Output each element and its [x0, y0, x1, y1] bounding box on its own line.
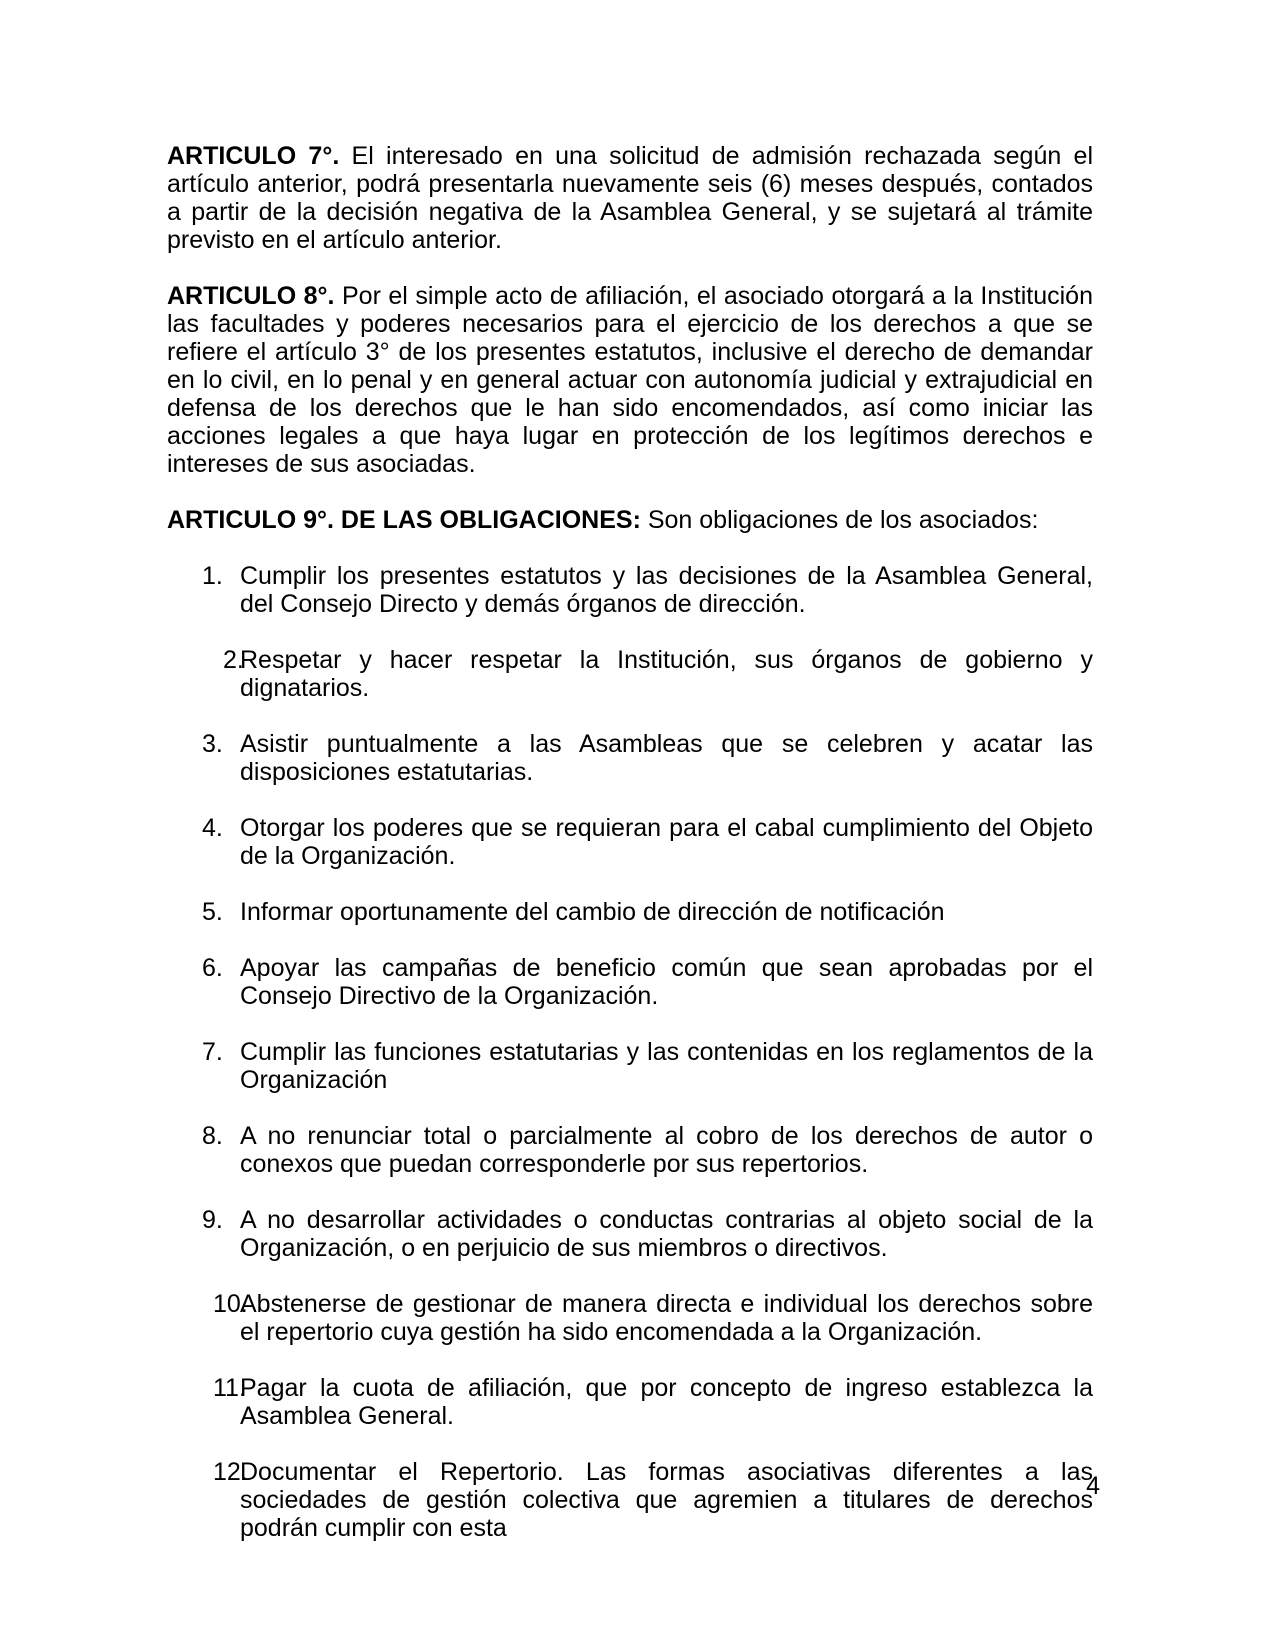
- list-item-3: [167, 730, 1093, 786]
- article-7-text: El interesado en una solicitud de admisión rechazada según el artículo anterior, podrá presentarla nuevamente seis (6) meses después, contados a partir de la decisión negativa de la Asamblea General, y se sujetará al trámite previsto en el artículo anterior.: [167, 142, 1093, 254]
- list-item-number: 1.: [202, 562, 223, 590]
- list-item-number: 2.: [223, 646, 244, 674]
- list-item-1: [167, 562, 1093, 618]
- list-item-number: 11.: [213, 1374, 246, 1402]
- page-number: 4: [1086, 1472, 1100, 1500]
- article-7-paragraph: [167, 142, 1093, 254]
- list-item-8: [167, 1122, 1093, 1178]
- list-item-11: [167, 1374, 1093, 1430]
- list-item-text: A no desarrollar actividades o conductas contrarias al objeto social de la Organización, o en perjuicio de sus miembros o directivos.: [240, 1206, 1093, 1262]
- list-item-number: 4.: [202, 814, 223, 842]
- list-item-text: Respetar y hacer respetar la Institución, sus órganos de gobierno y dignatarios.: [240, 646, 1093, 702]
- list-item-12: [167, 1458, 1093, 1542]
- list-item-number: 7.: [202, 1038, 223, 1066]
- article-9-label: ARTICULO 9°. DE LAS OBLIGACIONES:: [167, 506, 641, 534]
- list-item-text: Documentar el Repertorio. Las formas asociativas diferentes a las sociedades de gestión colectiva que agremien a titulares de derechos podrán cumplir con esta: [240, 1458, 1093, 1542]
- list-item-9: [167, 1206, 1093, 1262]
- list-item-number: 12.: [213, 1458, 248, 1486]
- article-8-text: Por el simple acto de afiliación, el asociado otorgará a la Institución las facultades y poderes necesarios para el ejercicio de los derechos a que se refiere el artículo 3° de los presentes estatutos, inclusive el derecho de demandar en lo civil, en lo penal y en general actuar con autonomía judicial y extrajudicial en defensa de los derechos que le han sido encomendados, así como iniciar las acciones legales a que haya lugar en protección de los legítimos derechos e intereses de sus asociadas.: [167, 282, 1093, 478]
- list-item-number: 9.: [202, 1206, 223, 1234]
- list-item-text: Cumplir los presentes estatutos y las decisiones de la Asamblea General, del Consejo Directo y demás órganos de dirección.: [240, 562, 1093, 618]
- list-item-text: Apoyar las campañas de beneficio común que sean aprobadas por el Consejo Directivo de la Organización.: [240, 954, 1093, 1010]
- list-item-6: [167, 954, 1093, 1010]
- list-item-4: [167, 814, 1093, 870]
- article-8-label: ARTICULO 8°.: [167, 282, 335, 310]
- obligations-list: [167, 562, 1093, 1542]
- list-item-number: 3.: [202, 730, 223, 758]
- list-item-number: 6.: [202, 954, 223, 982]
- list-item-number: 10.: [213, 1290, 248, 1318]
- list-item-text: Abstenerse de gestionar de manera directa e individual los derechos sobre el repertorio cuya gestión ha sido encomendada a la Organización.: [240, 1290, 1093, 1346]
- list-item-text: A no renunciar total o parcialmente al cobro de los derechos de autor o conexos que puedan corresponderle por sus repertorios.: [240, 1122, 1093, 1178]
- list-item-10: [167, 1290, 1093, 1346]
- article-8-paragraph: [167, 282, 1093, 478]
- list-item-number: 5.: [202, 898, 223, 926]
- list-item-7: [167, 1038, 1093, 1094]
- list-item-2: [167, 646, 1093, 702]
- article-7-label: ARTICULO 7°.: [167, 142, 340, 170]
- list-item-text: Asistir puntualmente a las Asambleas que se celebren y acatar las disposiciones estatutarias.: [240, 730, 1093, 786]
- list-item-text: Otorgar los poderes que se requieran para el cabal cumplimiento del Objeto de la Organización.: [240, 814, 1093, 870]
- list-item-5: [167, 898, 1093, 926]
- document-content: [167, 142, 1093, 1570]
- list-item-text: Cumplir las funciones estatutarias y las contenidas en los reglamentos de la Organización: [240, 1038, 1093, 1094]
- list-item-text: Informar oportunamente del cambio de dirección de notificación: [240, 898, 945, 926]
- list-item-text: Pagar la cuota de afiliación, que por concepto de ingreso establezca la Asamblea General.: [240, 1374, 1093, 1430]
- article-9-heading: [167, 506, 1093, 534]
- article-9-text: Son obligaciones de los asociados:: [640, 506, 1039, 534]
- list-item-number: 8.: [202, 1122, 223, 1150]
